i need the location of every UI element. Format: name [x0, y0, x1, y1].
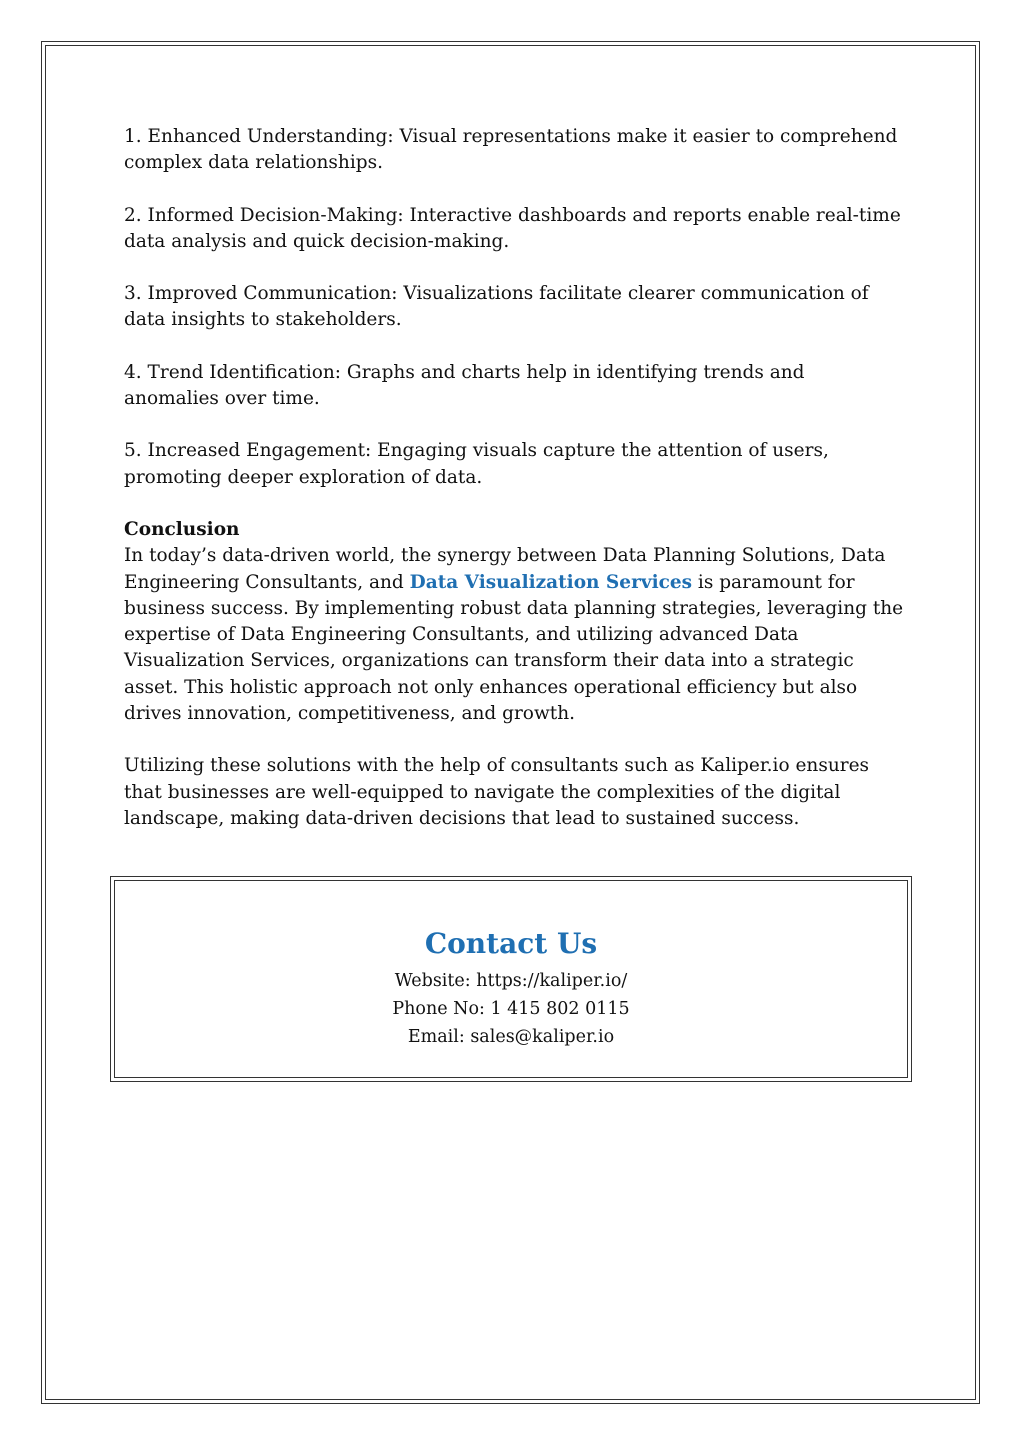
conclusion-text-before-link: In today’s data-driven world, the synergy between Data Planning Solutions, Data Engineering Consultants, and [124, 545, 886, 593]
contact-title: Contact Us [424, 927, 598, 960]
contact-email[interactable]: Email: sales@kaliper.io [407, 1027, 615, 1047]
benefit-item-1: 1. Enhanced Understanding: Visual representations make it easier to comprehend complex data relationships. [124, 126, 898, 174]
benefit-item-3: 3. Improved Communication: Visualizations facilitate clearer communication of data insights to stakeholders. [124, 283, 869, 331]
data-visualization-services-link[interactable]: Data Visualization Services [409, 571, 693, 593]
benefit-item-5: 5. Increased Engagement: Engaging visuals capture the attention of users, promoting deeper exploration of data. [124, 440, 829, 488]
contact-website[interactable]: Website: https://kaliper.io/ [394, 971, 628, 991]
conclusion-paragraph-2: Utilizing these solutions with the help of consultants such as Kaliper.io ensures that businesses are well-equipped to navigate the complexities of the digital landscape, making data-driven decisions that lead to sustained success. [124, 755, 870, 829]
contact-box [110, 876, 912, 1082]
conclusion-text-after-link: is paramount for business success. By implementing robust data planning strategies, leveraging the expertise of Data Engineering Consultants, and utilizing advanced Data Visualization Services, organizations can transform their data into a strategic asset. This holistic approach not only enhances operational efficiency but also drives innovation, competitiveness, and growth. [124, 571, 904, 725]
contact-phone: Phone No: 1 415 802 0115 [392, 999, 630, 1019]
benefit-item-2: 2. Informed Decision-Making: Interactive dashboards and reports enable real-time data analysis and quick decision-making. [124, 204, 901, 252]
contact-details [115, 967, 907, 1051]
document-body [124, 124, 904, 858]
conclusion-heading: Conclusion [124, 518, 240, 540]
conclusion-paragraph-1 [124, 543, 904, 727]
benefit-item-4: 4. Trend Identification: Graphs and charts help in identifying trends and anomalies over time. [124, 361, 805, 410]
contact-box-inner [114, 880, 908, 1078]
